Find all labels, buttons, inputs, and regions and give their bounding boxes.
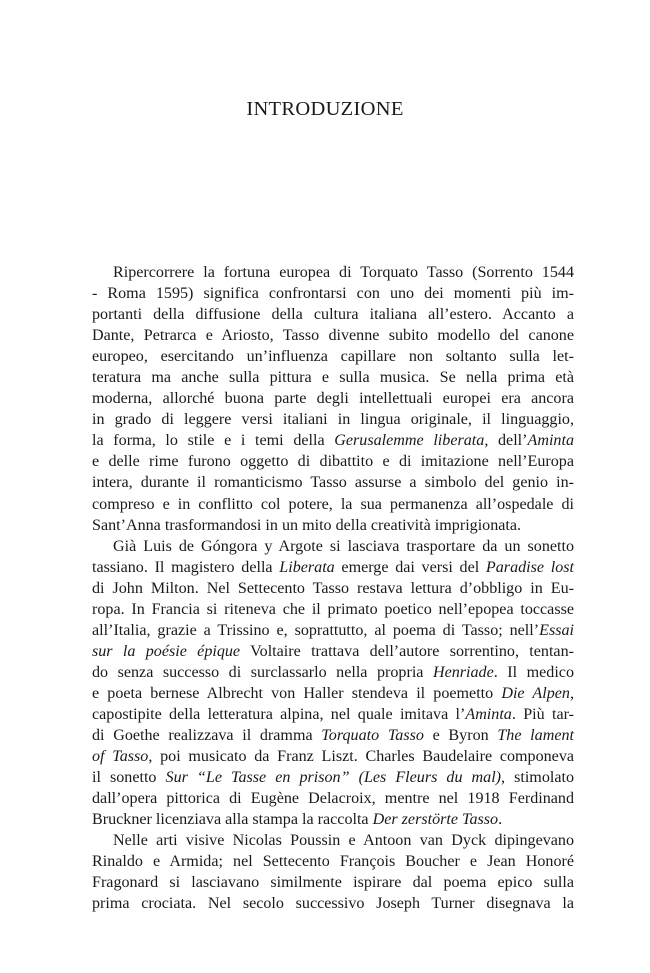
text-line xyxy=(92,683,574,704)
text-segment: Dante, Petrarca e Ariosto, Tasso divenne subito modello del canone xyxy=(92,327,574,345)
italic-title-text: Henriade xyxy=(432,663,494,681)
text-line xyxy=(92,388,574,409)
italic-title-text: Gerusalemme liberata xyxy=(334,432,485,450)
italic-title-text: Essai xyxy=(539,621,574,639)
text-segment: e Byron xyxy=(423,727,498,745)
text-line xyxy=(92,430,574,451)
text-segment: - Roma 1595) significa confrontarsi con uno dei momenti più im- xyxy=(92,285,574,303)
text-segment: tassiano. Il magistero della xyxy=(92,558,280,576)
italic-title-text: Paradise lost xyxy=(485,558,574,576)
text-segment: , xyxy=(569,684,574,702)
italic-title-text: Die Alpen xyxy=(501,684,570,702)
text-segment: e poeta bernese Albrecht von Haller stendeva il poemetto xyxy=(92,684,502,702)
text-line xyxy=(92,620,574,641)
text-segment: . Il medico xyxy=(493,663,574,681)
italic-title-text: Aminta xyxy=(527,432,574,450)
italic-title-text: Liberata xyxy=(279,558,335,576)
text-line xyxy=(92,472,574,493)
text-line xyxy=(92,515,574,536)
text-line xyxy=(92,893,574,914)
italic-title-text: The lament xyxy=(497,727,574,745)
text-line xyxy=(92,788,574,809)
text-segment: ropa. In Francia si riteneva che il primato poetico nell’epopea toccasse xyxy=(92,600,574,618)
text-segment: e delle rime furono oggetto di dibattito e di imitazione nell’Europa xyxy=(92,453,574,471)
text-segment: moderna, allorché buona parte degli intellettuali europei era ancora xyxy=(92,390,574,408)
text-segment: dall’opera pittorica di Eugène Delacroix, mentre nel 1918 Ferdinand xyxy=(92,790,574,808)
text-line xyxy=(92,641,574,662)
text-line xyxy=(92,494,574,515)
text-line xyxy=(92,367,574,388)
text-segment: , stimolato xyxy=(501,769,574,787)
text-line xyxy=(92,325,574,346)
text-line xyxy=(92,746,574,767)
text-segment: Già Luis de Góngora y Argote si lasciava trasportare da un sonetto xyxy=(113,537,574,555)
text-segment: Ripercorrere la fortuna europea di Torquato Tasso (Sorrento 1544 xyxy=(113,264,574,281)
text-line xyxy=(92,283,574,304)
text-segment: Bruckner licenziava alla stampa la raccolta xyxy=(92,811,373,829)
italic-title-text: Der zerstörte Tasso xyxy=(372,811,499,829)
text-segment: compreso e in conflitto col potere, la sua permanenza all’ospedale di xyxy=(92,495,574,513)
text-segment: prima crociata. Nel secolo successivo Joseph Turner disegnava la xyxy=(92,895,574,913)
text-line xyxy=(92,662,574,683)
text-segment: di John Milton. Nel Settecento Tasso restava lettura d’obbligo in Eu- xyxy=(92,579,574,597)
page-title: INTRODUZIONE xyxy=(246,98,404,120)
text-segment: il sonetto xyxy=(92,769,166,787)
text-segment: portanti della diffusione della cultura italiana all’estero. Accanto a xyxy=(92,306,574,324)
text-line xyxy=(92,704,574,725)
text-segment: Nelle arti visive Nicolas Poussin e Antoon van Dyck dipingevano xyxy=(113,832,574,850)
text-segment: all’Italia, grazie a Trissino e, soprattutto, al poema di Tasso; nell’ xyxy=(92,621,540,639)
italic-title-text: sur la poésie épique xyxy=(92,642,241,660)
text-line xyxy=(92,409,574,430)
text-line xyxy=(92,346,574,367)
text-segment: , poi musicato da Franz Liszt. Charles Baudelaire componeva xyxy=(148,748,575,766)
text-segment: emerge dai versi del xyxy=(334,558,486,576)
text-line xyxy=(92,262,574,283)
text-line xyxy=(92,557,574,578)
body-text xyxy=(92,262,574,914)
text-line xyxy=(92,851,574,872)
text-line xyxy=(92,725,574,746)
text-line xyxy=(92,809,574,830)
text-line xyxy=(92,872,574,893)
text-line xyxy=(92,599,574,620)
text-line xyxy=(92,830,574,851)
text-segment: . Più tar- xyxy=(511,705,574,723)
italic-title-text: Torquato Tasso xyxy=(321,727,424,745)
text-segment: Sant’Anna trasformandosi in un mito della creatività imprigionata. xyxy=(92,516,522,534)
italic-title-text: Aminta xyxy=(465,705,512,723)
text-segment: , dell’ xyxy=(484,432,528,450)
text-line xyxy=(92,304,574,325)
text-line xyxy=(92,578,574,599)
text-segment: la forma, lo stile e i temi della xyxy=(92,432,335,450)
text-segment: in grado di leggere versi italiani in lingua originale, il linguaggio, xyxy=(92,411,574,429)
text-line xyxy=(92,451,574,472)
text-segment: di Goethe realizzava il dramma xyxy=(92,727,322,745)
text-segment: Voltaire trattava dell’autore sorrentino, tentan- xyxy=(240,642,574,660)
text-segment: . xyxy=(498,811,503,829)
text-segment: intera, durante il romanticismo Tasso assurse a simbolo del genio in- xyxy=(92,474,574,492)
italic-title-text: of Tasso xyxy=(92,748,149,766)
text-segment: do senza successo di surclassarlo nella propria xyxy=(92,663,433,681)
text-segment: Fragonard si lasciavano similmente ispirare dal poema epico sulla xyxy=(92,874,574,892)
italic-title-text: Sur “Le Tasse en prison” (Les Fleurs du mal) xyxy=(165,769,502,787)
text-segment: europeo, esercitando un’influenza capillare non soltanto sulla let- xyxy=(92,348,574,366)
text-segment: teratura ma anche sulla pittura e sulla musica. Se nella prima età xyxy=(92,369,574,387)
text-line xyxy=(92,767,574,788)
text-segment: capostipite della letteratura alpina, nel quale imitava l’ xyxy=(92,705,466,723)
text-line xyxy=(92,536,574,557)
text-segment: Rinaldo e Armida; nel Settecento François Boucher e Jean Honoré xyxy=(92,853,574,871)
